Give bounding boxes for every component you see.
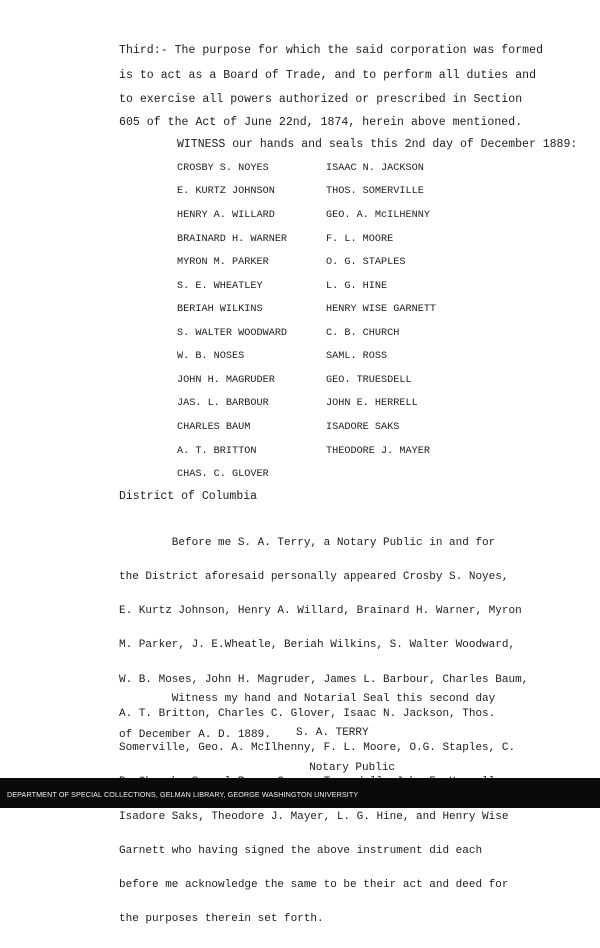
signatory-left: MYRON M. PARKER (177, 257, 269, 268)
signatory-right: THEODORE J. MAYER (326, 446, 430, 457)
signatory-right: ISADORE SAKS (326, 422, 400, 433)
notary-line: Before me S. A. Terry, a Notary Public in and for (119, 536, 496, 549)
signatory-right: C. B. CHURCH (326, 328, 400, 339)
paragraph-third-line: to exercise all powers authorized or prescribed in Section (119, 93, 523, 106)
signatory-right: THOS. SOMERVILLE (326, 186, 424, 197)
signatory-left: CHARLES BAUM (177, 422, 251, 433)
signatory-left: CROSBY S. NOYES (177, 163, 269, 174)
signatory-left: CHAS. C. GLOVER (177, 469, 269, 480)
signatory-left: JOHN H. MAGRUDER (177, 375, 275, 386)
notary-line: M. Parker, J. E.Wheatle, Beriah Wilkins, S. Walter Woodward, (119, 639, 516, 652)
signatory-right: HENRY WISE GARNETT (326, 304, 437, 315)
signatory-right: F. L. MOORE (326, 234, 394, 245)
archive-footer-text: DEPARTMENT OF SPECIAL COLLECTIONS, GELMAN LIBRARY, GEORGE WASHINGTON UNIVERSITY (7, 790, 359, 799)
witness-hand-line: of December A. D. 1889. (119, 729, 271, 741)
notary-line: A. T. Britton, Charles C. Glover, Isaac N. Jackson, Thos. (119, 707, 496, 720)
signatory-left: E. KURTZ JOHNSON (177, 186, 275, 197)
signatory-left: JAS. L. BARBOUR (177, 398, 269, 409)
signatory-left: BRAINARD H. WARNER (177, 234, 288, 245)
witness-line: WITNESS our hands and seals this 2nd day of December 1889: (177, 138, 578, 151)
signatory-right: ISAAC N. JACKSON (326, 163, 424, 174)
signatory-left: HENRY A. WILLARD (177, 210, 275, 221)
signatory-left: A. T. BRITTON (177, 446, 257, 457)
paragraph-third-line: 605 of the Act of June 22nd, 1874, herein above mentioned. (119, 116, 523, 129)
notary-line: Garnett who having signed the above instrument did each (119, 844, 483, 857)
notary-line: W. B. Moses, John H. Magruder, James L. Barbour, Charles Baum, (119, 673, 529, 686)
signatory-right: GEO. A. McILHENNY (326, 210, 430, 221)
notary-line: E. Kurtz Johnson, Henry A. Willard, Brainard H. Warner, Myron (119, 605, 522, 618)
notary-line: Isadore Saks, Theodore J. Mayer, L. G. Hine, and Henry Wise (119, 810, 509, 823)
signatory-right: JOHN E. HERRELL (326, 398, 418, 409)
notary-line: Somerville, Geo. A. McIlhenny, F. L. Moore, O.G. Staples, C. (119, 742, 516, 755)
signatory-right: L. G. HINE (326, 281, 388, 292)
signatory-right: SAML. ROSS (326, 351, 388, 362)
notary-line: before me acknowledge the same to be their act and deed for (119, 879, 509, 891)
notary-title: Notary Public (296, 761, 396, 774)
signatory-right: GEO. TRUESDELL (326, 375, 412, 386)
paragraph-third-line: is to act as a Board of Trade, and to perform all duties and (119, 69, 537, 82)
paragraph-third-line: Third:- The purpose for which the said corporation was formed (119, 44, 544, 57)
signatory-left: S. E. WHEATLEY (177, 281, 263, 292)
notary-line: the purposes therein set forth. (119, 913, 324, 926)
signatory-right: O. G. STAPLES (326, 257, 406, 268)
signatory-left: BERIAH WILKINS (177, 304, 263, 315)
witness-hand-line: Witness my hand and Notarial Seal this second day (119, 693, 496, 705)
district-heading: District of Columbia (119, 490, 258, 503)
signatory-left: S. WALTER WOODWARD (177, 328, 288, 339)
signatory-left: W. B. NOSES (177, 351, 245, 362)
notary-line: the District aforesaid personally appeared Crosby S. Noyes, (119, 571, 509, 584)
archive-footer-bar (0, 778, 600, 808)
notary-name: S. A. TERRY (296, 727, 369, 740)
